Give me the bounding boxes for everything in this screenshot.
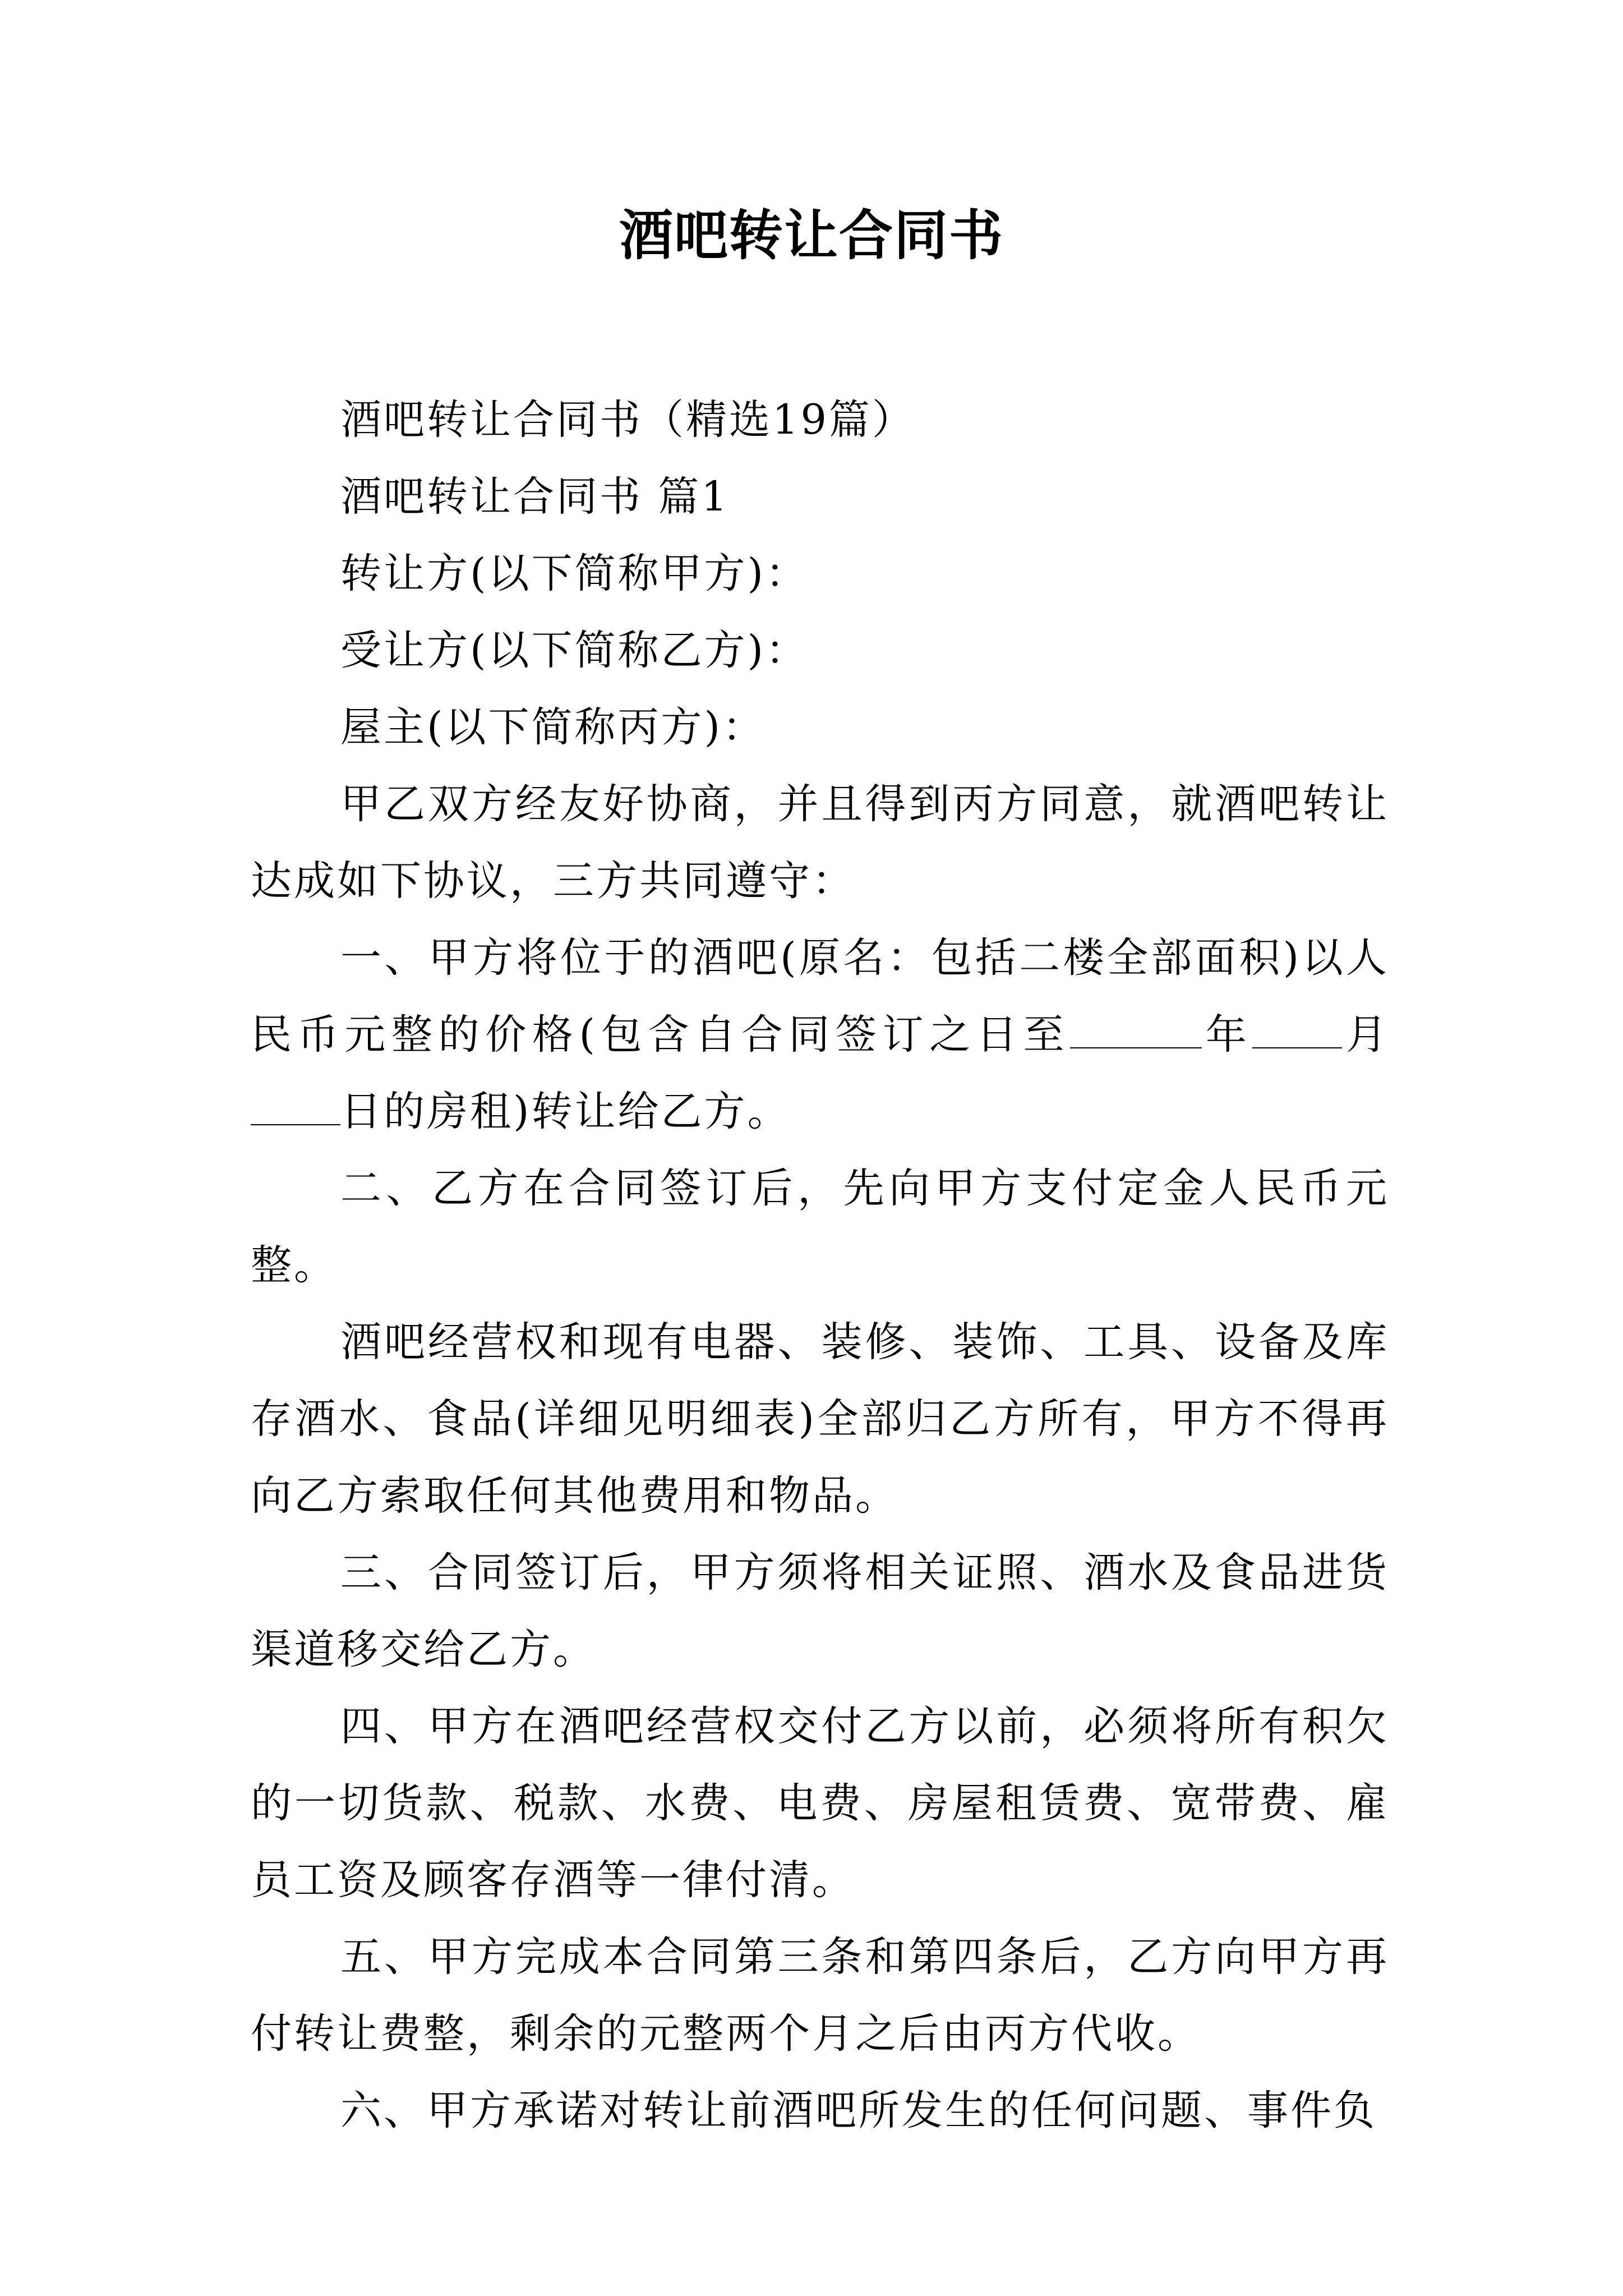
clause-1-text: 一、甲方将位于的酒吧(原名：包括二楼全部面积)以人民币元整的价格(包含自合同签订之日至: [251, 934, 1389, 1059]
clause-6: 六、甲方承诺对转让前酒吧所发生的任何问题、事件负: [340, 2087, 1377, 2134]
blank-day: [251, 1085, 340, 1125]
clause-1-end: 日的房租)转让给乙方。: [340, 1088, 791, 1135]
clause-1: [251, 919, 1389, 1150]
clause-2-detail: 酒吧经营权和现有电器、装修、装饰、工具、设备及库存酒水、食品(详细见明细表)全部归乙方所有，甲方不得再向乙方索取任何其他费用和物品。: [251, 1318, 1389, 1520]
blank-month: [1252, 1008, 1342, 1048]
subtitle: 酒吧转让合同书（精选19篇）: [340, 396, 915, 444]
blank-year: [1070, 1008, 1202, 1048]
clause-2: 二、乙方在合同签订后，先向甲方支付定金人民币元整。: [251, 1165, 1389, 1289]
clause-4: 四、甲方在酒吧经营权交付乙方以前，必须将所有积欠的一切货款、税款、水费、电费、房屋租赁费、宽带费、雇员工资及顾客存酒等一律付清。: [251, 1703, 1389, 1904]
party-b-line: 受让方(以下简称乙方)：: [340, 627, 809, 674]
intro-paragraph: 甲乙双方经友好协商，并且得到丙方同意，就酒吧转让达成如下协议，三方共同遵守：: [251, 780, 1389, 905]
party-a-line: 转让方(以下简称甲方)：: [340, 550, 809, 597]
year-label: 年: [1202, 1011, 1253, 1059]
clause-5: 五、甲方完成本合同第三条和第四条后，乙方向甲方再付转让费整，剩余的元整两个月之后由丙方代收。: [251, 1933, 1389, 2058]
document-title: 酒吧转让合同书: [619, 204, 1004, 267]
section-heading: 酒吧转让合同书 篇1: [340, 473, 730, 521]
month-label: 月: [1342, 1011, 1390, 1059]
document-body: [251, 381, 1389, 2149]
clause-3: 三、合同签订后，甲方须将相关证照、酒水及食品进货渠道移交给乙方。: [251, 1549, 1389, 1673]
party-c-line: 屋主(以下简称丙方)：: [340, 703, 766, 751]
